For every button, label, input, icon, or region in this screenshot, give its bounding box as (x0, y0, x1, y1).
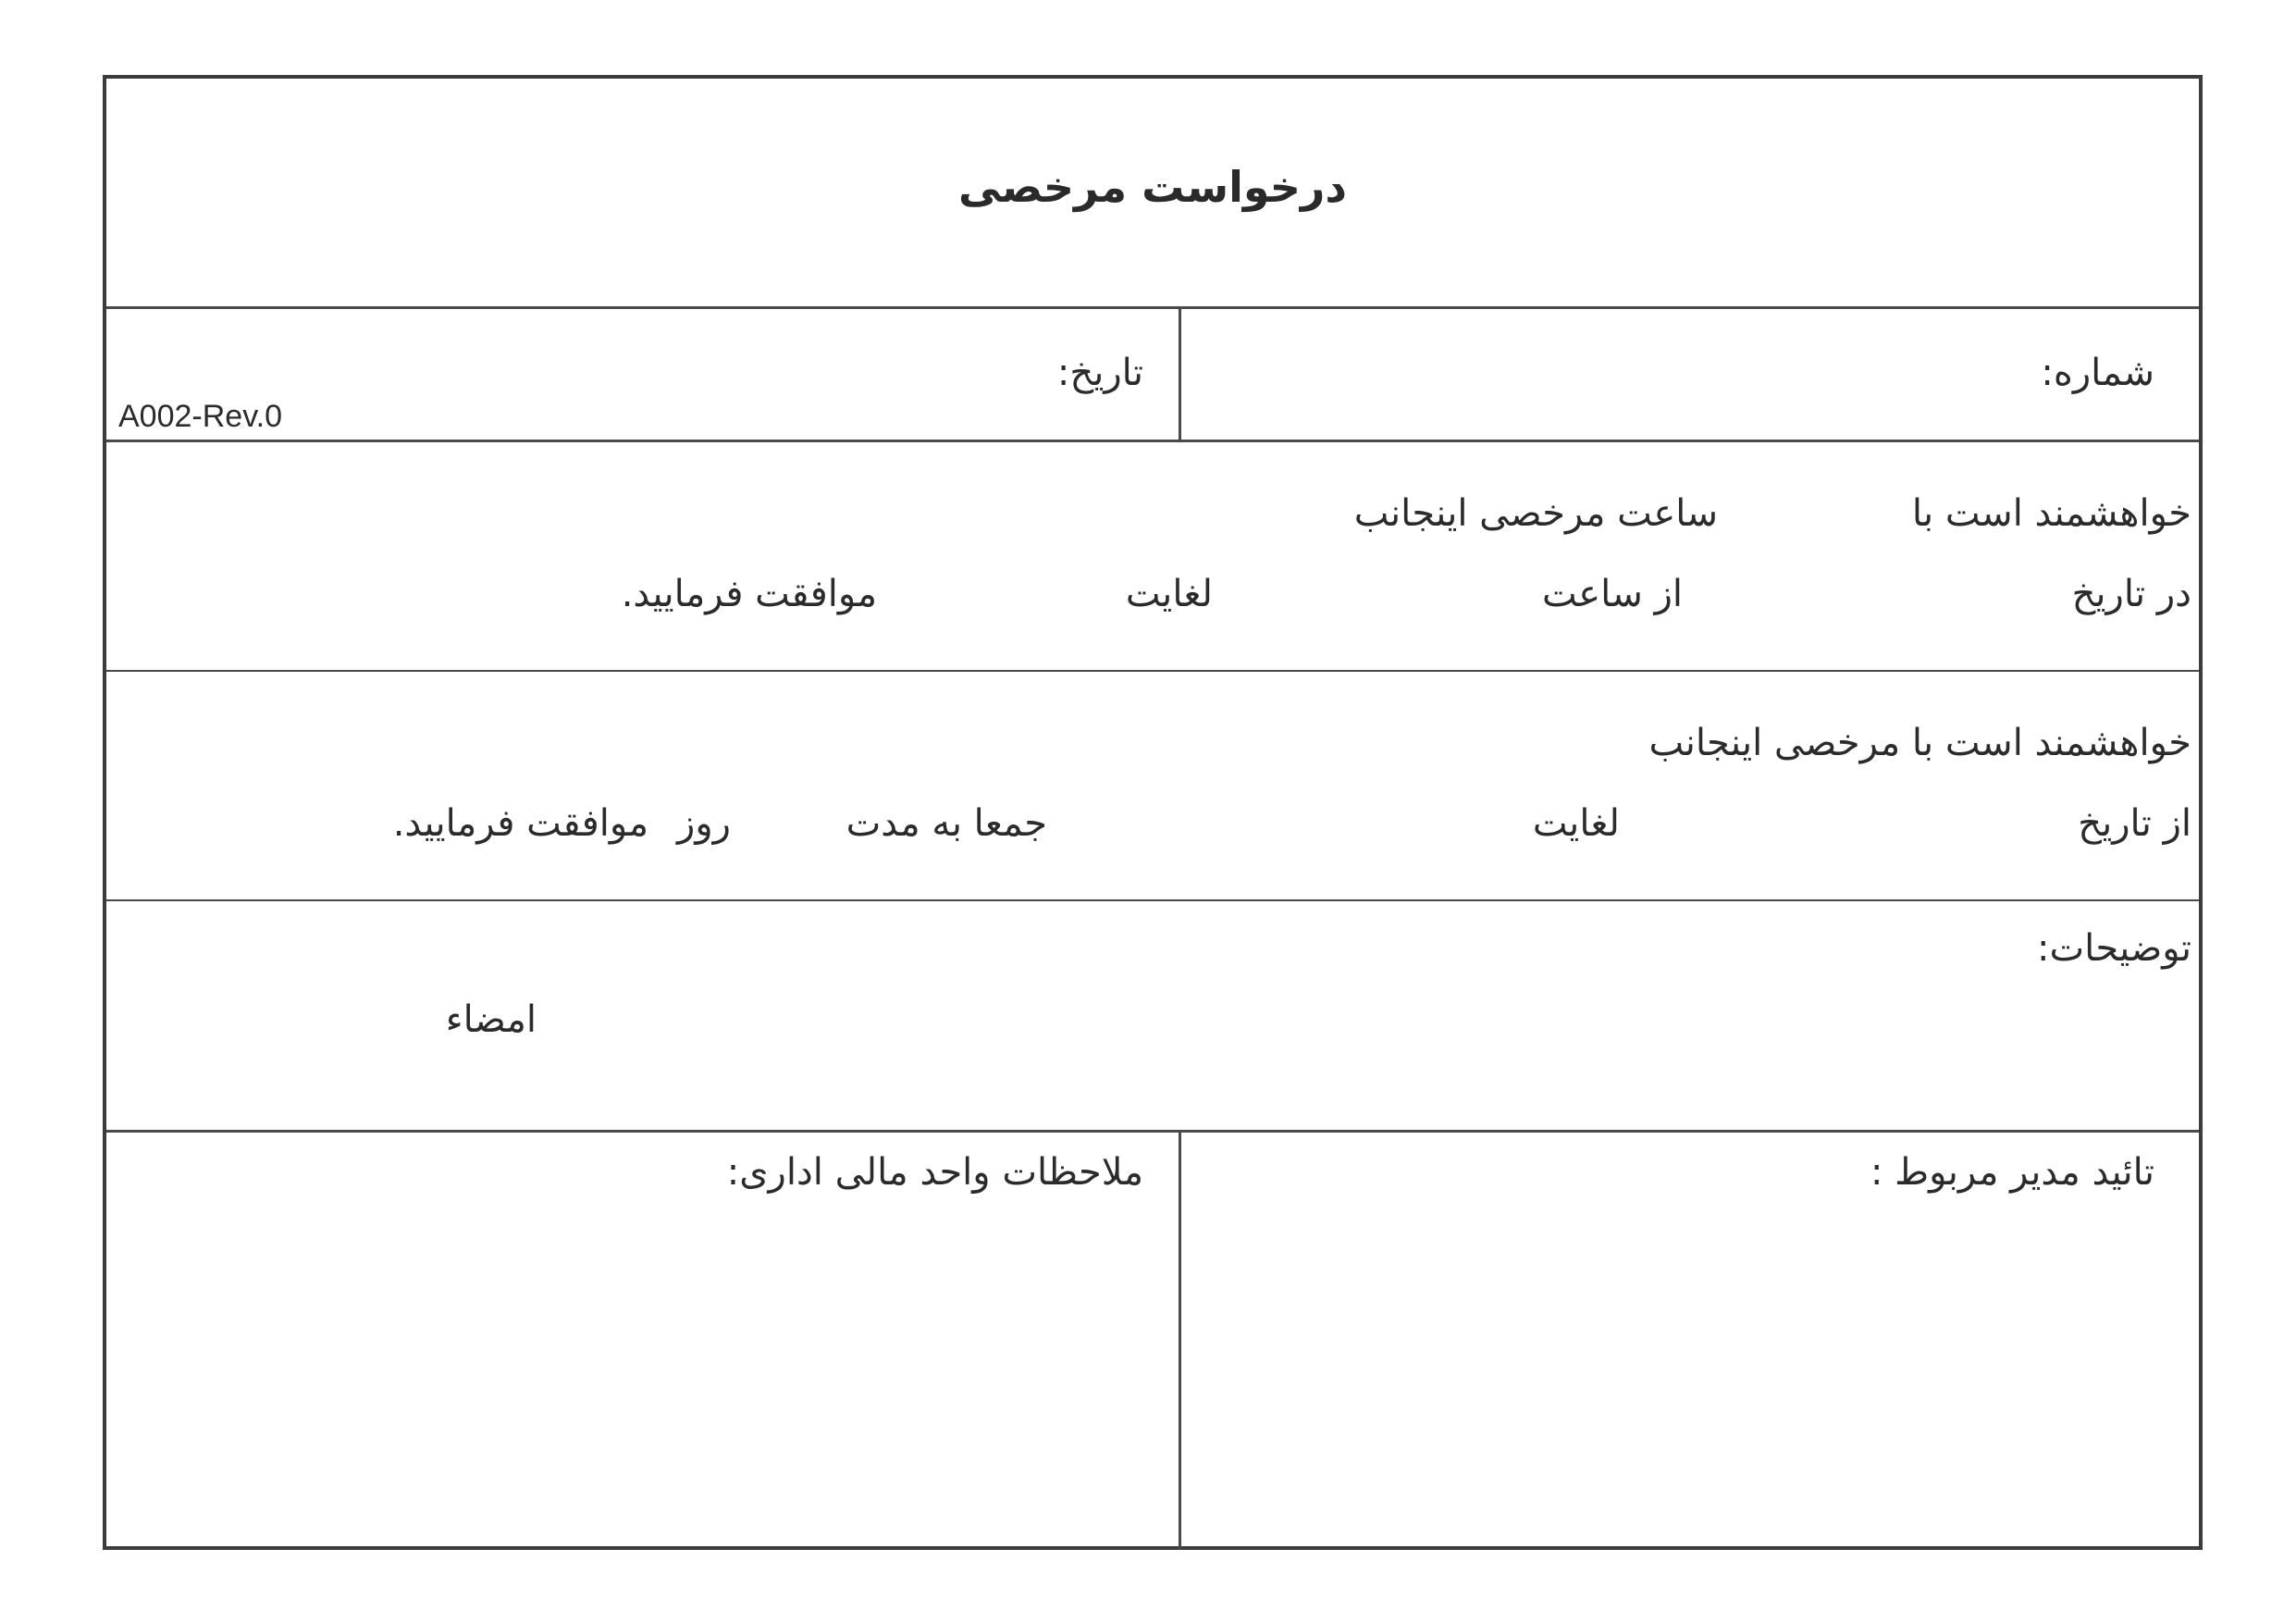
form-code: A002-Rev.0 (118, 399, 283, 434)
footer-column-divider (1179, 1130, 1181, 1550)
hourly-line1-mid: ساعت مرخصی اینجانب (1353, 492, 1718, 535)
hourly-from-hour-label: از ساعت (1542, 573, 1683, 615)
daily-days-label: روز (677, 802, 731, 845)
hourly-line1-start: خواهشمند است با (1911, 492, 2191, 535)
number-label: شماره: (2041, 352, 2154, 394)
hourly-date-label: در تاریخ (2071, 573, 2191, 615)
leave-request-form (103, 75, 2203, 1550)
date-label: تاریخ: (1056, 352, 1143, 394)
daily-from-date-label: از تاریخ (2078, 802, 2191, 845)
hourly-until-label: لغایت (1125, 573, 1213, 615)
form-title: درخواست مرخصی (958, 162, 1347, 212)
notes-label: توضیحات: (2037, 927, 2191, 970)
hourly-divider (106, 670, 2199, 672)
header-divider (106, 440, 2199, 442)
manager-approval-label: تائید مدیر مربوط : (1870, 1151, 2154, 1194)
daily-approval-text: موافقت فرمایید. (392, 802, 648, 845)
notes-divider (106, 1130, 2199, 1133)
daily-until-label: لغایت (1532, 802, 1620, 845)
finance-notes-label: ملاحظات واحد مالی اداری: (726, 1151, 1143, 1194)
daily-total-label: جمعا به مدت (846, 802, 1047, 845)
signature-label: امضاء (445, 998, 537, 1041)
header-column-divider (1179, 306, 1181, 441)
daily-line1: خواهشمند است با مرخصی اینجانب (1648, 722, 2191, 764)
title-divider (106, 306, 2199, 309)
hourly-approval-text: موافقت فرمایید. (621, 573, 877, 615)
daily-divider (106, 899, 2199, 901)
